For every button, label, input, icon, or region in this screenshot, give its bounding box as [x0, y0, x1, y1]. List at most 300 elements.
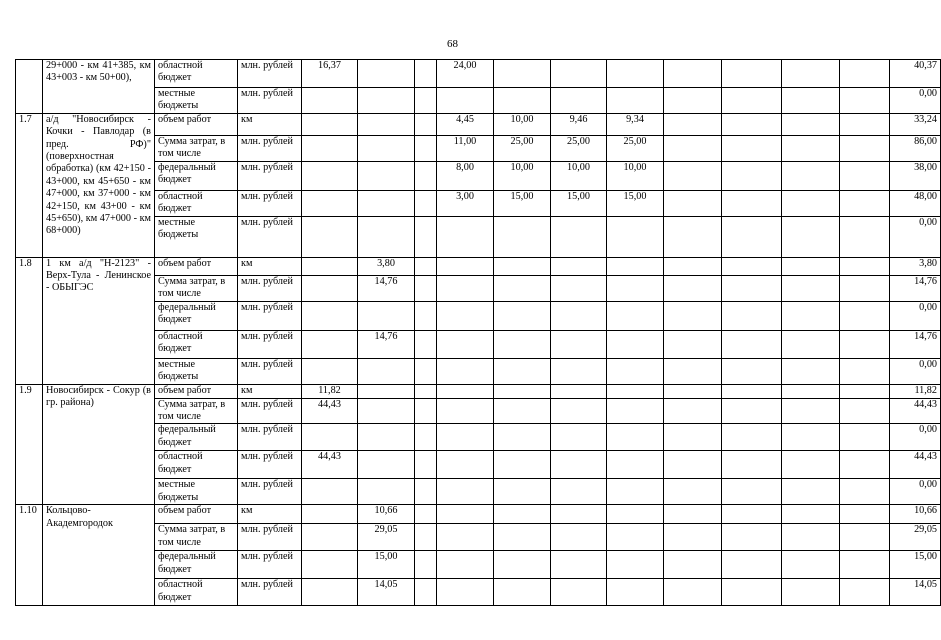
- year-value: [494, 479, 551, 505]
- table-row: [16, 275, 941, 301]
- year-value: [722, 161, 782, 190]
- year-value: [437, 579, 494, 606]
- total-value: 0,00: [890, 216, 941, 257]
- indicator-type: объем работ: [155, 113, 238, 135]
- year-value: 24,00: [437, 60, 494, 88]
- year-value: [358, 451, 415, 479]
- year-value: [782, 551, 840, 579]
- year-value: [358, 113, 415, 135]
- unit: млн. рублей: [238, 524, 302, 551]
- year-value: [302, 88, 358, 114]
- year-value: [494, 579, 551, 606]
- year-value: 8,00: [437, 161, 494, 190]
- year-value: [302, 479, 358, 505]
- year-value: 14,76: [358, 275, 415, 301]
- year-value: [358, 135, 415, 161]
- table-row: [16, 398, 941, 424]
- total-value: 44,43: [890, 451, 941, 479]
- year-value: [664, 88, 722, 114]
- year-value: [722, 579, 782, 606]
- year-value: [551, 579, 607, 606]
- year-value: [358, 301, 415, 330]
- year-value: [437, 451, 494, 479]
- indicator-type: объем работ: [155, 257, 238, 275]
- table-row: [16, 424, 941, 451]
- indicator-type: федеральный бюджет: [155, 161, 238, 190]
- year-value: [551, 524, 607, 551]
- year-value: [840, 424, 890, 451]
- year-value: [607, 257, 664, 275]
- year-value: [782, 88, 840, 114]
- year-value: [664, 113, 722, 135]
- year-value: [782, 579, 840, 606]
- year-value: 11,82: [302, 384, 358, 398]
- year-value: [494, 88, 551, 114]
- year-value: [437, 216, 494, 257]
- table-row: [16, 479, 941, 505]
- table-row: [16, 301, 941, 330]
- year-value: [840, 135, 890, 161]
- indicator-type: Сумма затрат, в том числе: [155, 524, 238, 551]
- year-value: 29,05: [358, 524, 415, 551]
- year-value: [551, 424, 607, 451]
- year-value: 4,45: [437, 113, 494, 135]
- year-value: [437, 301, 494, 330]
- year-value: [494, 216, 551, 257]
- year-value: [551, 384, 607, 398]
- table-row: [16, 88, 941, 114]
- year-value: [415, 384, 437, 398]
- table-row: [16, 358, 941, 384]
- year-value: [302, 358, 358, 384]
- total-value: 44,43: [890, 398, 941, 424]
- year-value: [782, 358, 840, 384]
- indicator-type: местные бюджеты: [155, 479, 238, 505]
- year-value: 10,66: [358, 505, 415, 524]
- unit: млн. рублей: [238, 579, 302, 606]
- table-body: [16, 60, 941, 606]
- year-value: [664, 275, 722, 301]
- year-value: [722, 424, 782, 451]
- year-value: [607, 60, 664, 88]
- year-value: [664, 161, 722, 190]
- year-value: [664, 190, 722, 216]
- year-value: [782, 451, 840, 479]
- total-value: 15,00: [890, 551, 941, 579]
- year-value: [782, 505, 840, 524]
- year-value: [664, 384, 722, 398]
- year-value: [840, 330, 890, 358]
- year-value: [664, 257, 722, 275]
- year-value: [302, 190, 358, 216]
- road-section-name: а/д "Новосибирск - Кочки - Павлодар (в пред. РФ)" (поверхностная обработка) (км 42+150 - 43+000, км 45+650 - км 47+000, км 37+000 - км 42+150, км 43+00 - км 45+650), км 47+000 - км 68+000): [43, 113, 155, 257]
- year-value: [664, 451, 722, 479]
- year-value: [494, 330, 551, 358]
- unit: млн. рублей: [238, 161, 302, 190]
- total-value: 48,00: [890, 190, 941, 216]
- year-value: [437, 551, 494, 579]
- year-value: 15,00: [551, 190, 607, 216]
- year-value: [782, 384, 840, 398]
- program-table: [15, 59, 941, 606]
- year-value: [607, 505, 664, 524]
- item-code: [16, 60, 43, 114]
- year-value: [551, 551, 607, 579]
- year-value: [607, 451, 664, 479]
- year-value: [782, 257, 840, 275]
- unit: млн. рублей: [238, 479, 302, 505]
- year-value: [302, 330, 358, 358]
- year-value: [722, 451, 782, 479]
- year-value: 10,00: [551, 161, 607, 190]
- year-value: [551, 479, 607, 505]
- year-value: [551, 216, 607, 257]
- item-code: 1.10: [16, 505, 43, 606]
- total-value: 86,00: [890, 135, 941, 161]
- year-value: [722, 135, 782, 161]
- year-value: [415, 479, 437, 505]
- year-value: [415, 451, 437, 479]
- unit: млн. рублей: [238, 216, 302, 257]
- table-row: [16, 551, 941, 579]
- year-value: [722, 190, 782, 216]
- year-value: [302, 579, 358, 606]
- year-value: [494, 524, 551, 551]
- year-value: [722, 384, 782, 398]
- year-value: [840, 451, 890, 479]
- indicator-type: федеральный бюджет: [155, 301, 238, 330]
- year-value: [437, 358, 494, 384]
- year-value: [358, 190, 415, 216]
- year-value: [437, 275, 494, 301]
- indicator-type: областной бюджет: [155, 579, 238, 606]
- year-value: 16,37: [302, 60, 358, 88]
- year-value: [722, 113, 782, 135]
- unit: млн. рублей: [238, 330, 302, 358]
- year-value: [664, 524, 722, 551]
- year-value: [358, 424, 415, 451]
- indicator-type: федеральный бюджет: [155, 551, 238, 579]
- year-value: [664, 551, 722, 579]
- year-value: [551, 60, 607, 88]
- year-value: [551, 301, 607, 330]
- year-value: [722, 398, 782, 424]
- year-value: [302, 424, 358, 451]
- indicator-type: местные бюджеты: [155, 88, 238, 114]
- indicator-type: Сумма затрат, в том числе: [155, 275, 238, 301]
- unit: млн. рублей: [238, 135, 302, 161]
- year-value: [722, 479, 782, 505]
- year-value: [437, 330, 494, 358]
- year-value: [722, 330, 782, 358]
- page-number: 68: [447, 38, 458, 50]
- year-value: [840, 161, 890, 190]
- road-section-name: 1 км а/д "Н-2123" - Верх-Тула - Ленинское - ОБЫГЭС: [43, 257, 155, 384]
- year-value: [722, 524, 782, 551]
- table-row: [16, 161, 941, 190]
- total-value: 40,37: [890, 60, 941, 88]
- year-value: [840, 358, 890, 384]
- year-value: [358, 479, 415, 505]
- year-value: [437, 384, 494, 398]
- unit: млн. рублей: [238, 551, 302, 579]
- year-value: 15,00: [607, 190, 664, 216]
- item-code: 1.9: [16, 384, 43, 505]
- year-value: [358, 216, 415, 257]
- year-value: 15,00: [494, 190, 551, 216]
- year-value: [415, 330, 437, 358]
- year-value: [782, 190, 840, 216]
- year-value: [415, 505, 437, 524]
- year-value: [607, 88, 664, 114]
- road-section-name: Новосибирск - Сокур (в гр. района): [43, 384, 155, 505]
- table-row: [16, 384, 941, 398]
- road-section-name: Кольцово-Академгородок: [43, 505, 155, 606]
- unit: км: [238, 257, 302, 275]
- indicator-type: местные бюджеты: [155, 216, 238, 257]
- year-value: [607, 275, 664, 301]
- unit: млн. рублей: [238, 358, 302, 384]
- unit: млн. рублей: [238, 190, 302, 216]
- year-value: [494, 257, 551, 275]
- year-value: [782, 216, 840, 257]
- indicator-type: областной бюджет: [155, 60, 238, 88]
- year-value: [415, 257, 437, 275]
- year-value: [302, 257, 358, 275]
- unit: млн. рублей: [238, 398, 302, 424]
- year-value: [722, 275, 782, 301]
- year-value: [840, 579, 890, 606]
- year-value: [415, 190, 437, 216]
- year-value: [607, 579, 664, 606]
- total-value: 0,00: [890, 479, 941, 505]
- year-value: [415, 398, 437, 424]
- table-row: [16, 505, 941, 524]
- year-value: [840, 88, 890, 114]
- year-value: [840, 505, 890, 524]
- year-value: [302, 113, 358, 135]
- year-value: 44,43: [302, 398, 358, 424]
- year-value: [664, 579, 722, 606]
- year-value: [782, 60, 840, 88]
- year-value: [840, 216, 890, 257]
- year-value: [840, 398, 890, 424]
- year-value: [664, 60, 722, 88]
- table-row: [16, 113, 941, 135]
- year-value: [607, 358, 664, 384]
- year-value: [722, 358, 782, 384]
- year-value: [358, 88, 415, 114]
- year-value: [722, 216, 782, 257]
- year-value: [607, 398, 664, 424]
- total-value: 38,00: [890, 161, 941, 190]
- unit: млн. рублей: [238, 88, 302, 114]
- year-value: [607, 551, 664, 579]
- year-value: [664, 505, 722, 524]
- year-value: [437, 524, 494, 551]
- year-value: [607, 384, 664, 398]
- table-row: [16, 190, 941, 216]
- year-value: [551, 358, 607, 384]
- year-value: [782, 275, 840, 301]
- indicator-type: областной бюджет: [155, 330, 238, 358]
- year-value: [840, 60, 890, 88]
- table-row: [16, 257, 941, 275]
- year-value: [494, 275, 551, 301]
- table-row: [16, 135, 941, 161]
- table-row: [16, 524, 941, 551]
- year-value: [722, 551, 782, 579]
- year-value: [722, 60, 782, 88]
- year-value: [551, 330, 607, 358]
- year-value: [551, 505, 607, 524]
- indicator-type: областной бюджет: [155, 451, 238, 479]
- year-value: [437, 479, 494, 505]
- year-value: [782, 424, 840, 451]
- year-value: [607, 424, 664, 451]
- year-value: [437, 398, 494, 424]
- year-value: [494, 451, 551, 479]
- table-row: [16, 451, 941, 479]
- year-value: [494, 505, 551, 524]
- total-value: 14,05: [890, 579, 941, 606]
- year-value: [722, 88, 782, 114]
- year-value: [664, 398, 722, 424]
- year-value: [664, 330, 722, 358]
- total-value: 11,82: [890, 384, 941, 398]
- year-value: [415, 88, 437, 114]
- year-value: 10,00: [607, 161, 664, 190]
- unit: млн. рублей: [238, 60, 302, 88]
- table-row: [16, 579, 941, 606]
- year-value: [415, 113, 437, 135]
- year-value: [358, 398, 415, 424]
- year-value: [607, 301, 664, 330]
- year-value: [494, 60, 551, 88]
- year-value: [494, 551, 551, 579]
- year-value: 11,00: [437, 135, 494, 161]
- year-value: [551, 275, 607, 301]
- year-value: [302, 275, 358, 301]
- year-value: [494, 384, 551, 398]
- year-value: [607, 216, 664, 257]
- year-value: [782, 479, 840, 505]
- year-value: [551, 398, 607, 424]
- year-value: 15,00: [358, 551, 415, 579]
- year-value: [840, 190, 890, 216]
- year-value: [664, 135, 722, 161]
- total-value: 0,00: [890, 358, 941, 384]
- year-value: 14,05: [358, 579, 415, 606]
- year-value: [358, 161, 415, 190]
- year-value: 9,34: [607, 113, 664, 135]
- year-value: [415, 358, 437, 384]
- year-value: [607, 479, 664, 505]
- unit: км: [238, 505, 302, 524]
- year-value: [840, 524, 890, 551]
- year-value: [494, 398, 551, 424]
- total-value: 10,66: [890, 505, 941, 524]
- year-value: [494, 424, 551, 451]
- year-value: [302, 135, 358, 161]
- year-value: [664, 301, 722, 330]
- year-value: [302, 524, 358, 551]
- year-value: [415, 216, 437, 257]
- year-value: [551, 257, 607, 275]
- year-value: 9,46: [551, 113, 607, 135]
- year-value: [664, 216, 722, 257]
- total-value: 14,76: [890, 330, 941, 358]
- year-value: [840, 275, 890, 301]
- year-value: [722, 505, 782, 524]
- year-value: [782, 524, 840, 551]
- table-row: [16, 60, 941, 88]
- item-code: 1.8: [16, 257, 43, 384]
- year-value: [840, 301, 890, 330]
- year-value: [551, 88, 607, 114]
- year-value: [415, 424, 437, 451]
- item-code: 1.7: [16, 113, 43, 257]
- indicator-type: федеральный бюджет: [155, 424, 238, 451]
- unit: млн. рублей: [238, 451, 302, 479]
- year-value: [840, 384, 890, 398]
- year-value: [302, 505, 358, 524]
- year-value: [302, 551, 358, 579]
- year-value: [302, 301, 358, 330]
- year-value: [302, 216, 358, 257]
- year-value: [782, 301, 840, 330]
- unit: км: [238, 113, 302, 135]
- year-value: [415, 579, 437, 606]
- year-value: [840, 479, 890, 505]
- year-value: 3,00: [437, 190, 494, 216]
- year-value: [415, 301, 437, 330]
- table-row: [16, 216, 941, 257]
- year-value: [437, 424, 494, 451]
- year-value: [415, 524, 437, 551]
- unit: млн. рублей: [238, 301, 302, 330]
- year-value: 10,00: [494, 161, 551, 190]
- indicator-type: Сумма затрат, в том числе: [155, 398, 238, 424]
- year-value: [664, 424, 722, 451]
- year-value: [782, 135, 840, 161]
- year-value: [415, 135, 437, 161]
- year-value: [840, 113, 890, 135]
- year-value: 25,00: [494, 135, 551, 161]
- indicator-type: областной бюджет: [155, 190, 238, 216]
- year-value: [437, 88, 494, 114]
- total-value: 3,80: [890, 257, 941, 275]
- indicator-type: Сумма затрат, в том числе: [155, 135, 238, 161]
- year-value: [782, 398, 840, 424]
- table-row: [16, 330, 941, 358]
- year-value: 25,00: [607, 135, 664, 161]
- year-value: [415, 60, 437, 88]
- total-value: 14,76: [890, 275, 941, 301]
- year-value: [722, 301, 782, 330]
- total-value: 0,00: [890, 88, 941, 114]
- year-value: 25,00: [551, 135, 607, 161]
- year-value: [607, 330, 664, 358]
- road-section-name: 29+000 - км 41+385, км 43+003 - км 50+00),: [43, 60, 155, 114]
- total-value: 0,00: [890, 424, 941, 451]
- year-value: [358, 384, 415, 398]
- year-value: [664, 358, 722, 384]
- year-value: [782, 113, 840, 135]
- year-value: 10,00: [494, 113, 551, 135]
- year-value: [664, 479, 722, 505]
- year-value: [358, 60, 415, 88]
